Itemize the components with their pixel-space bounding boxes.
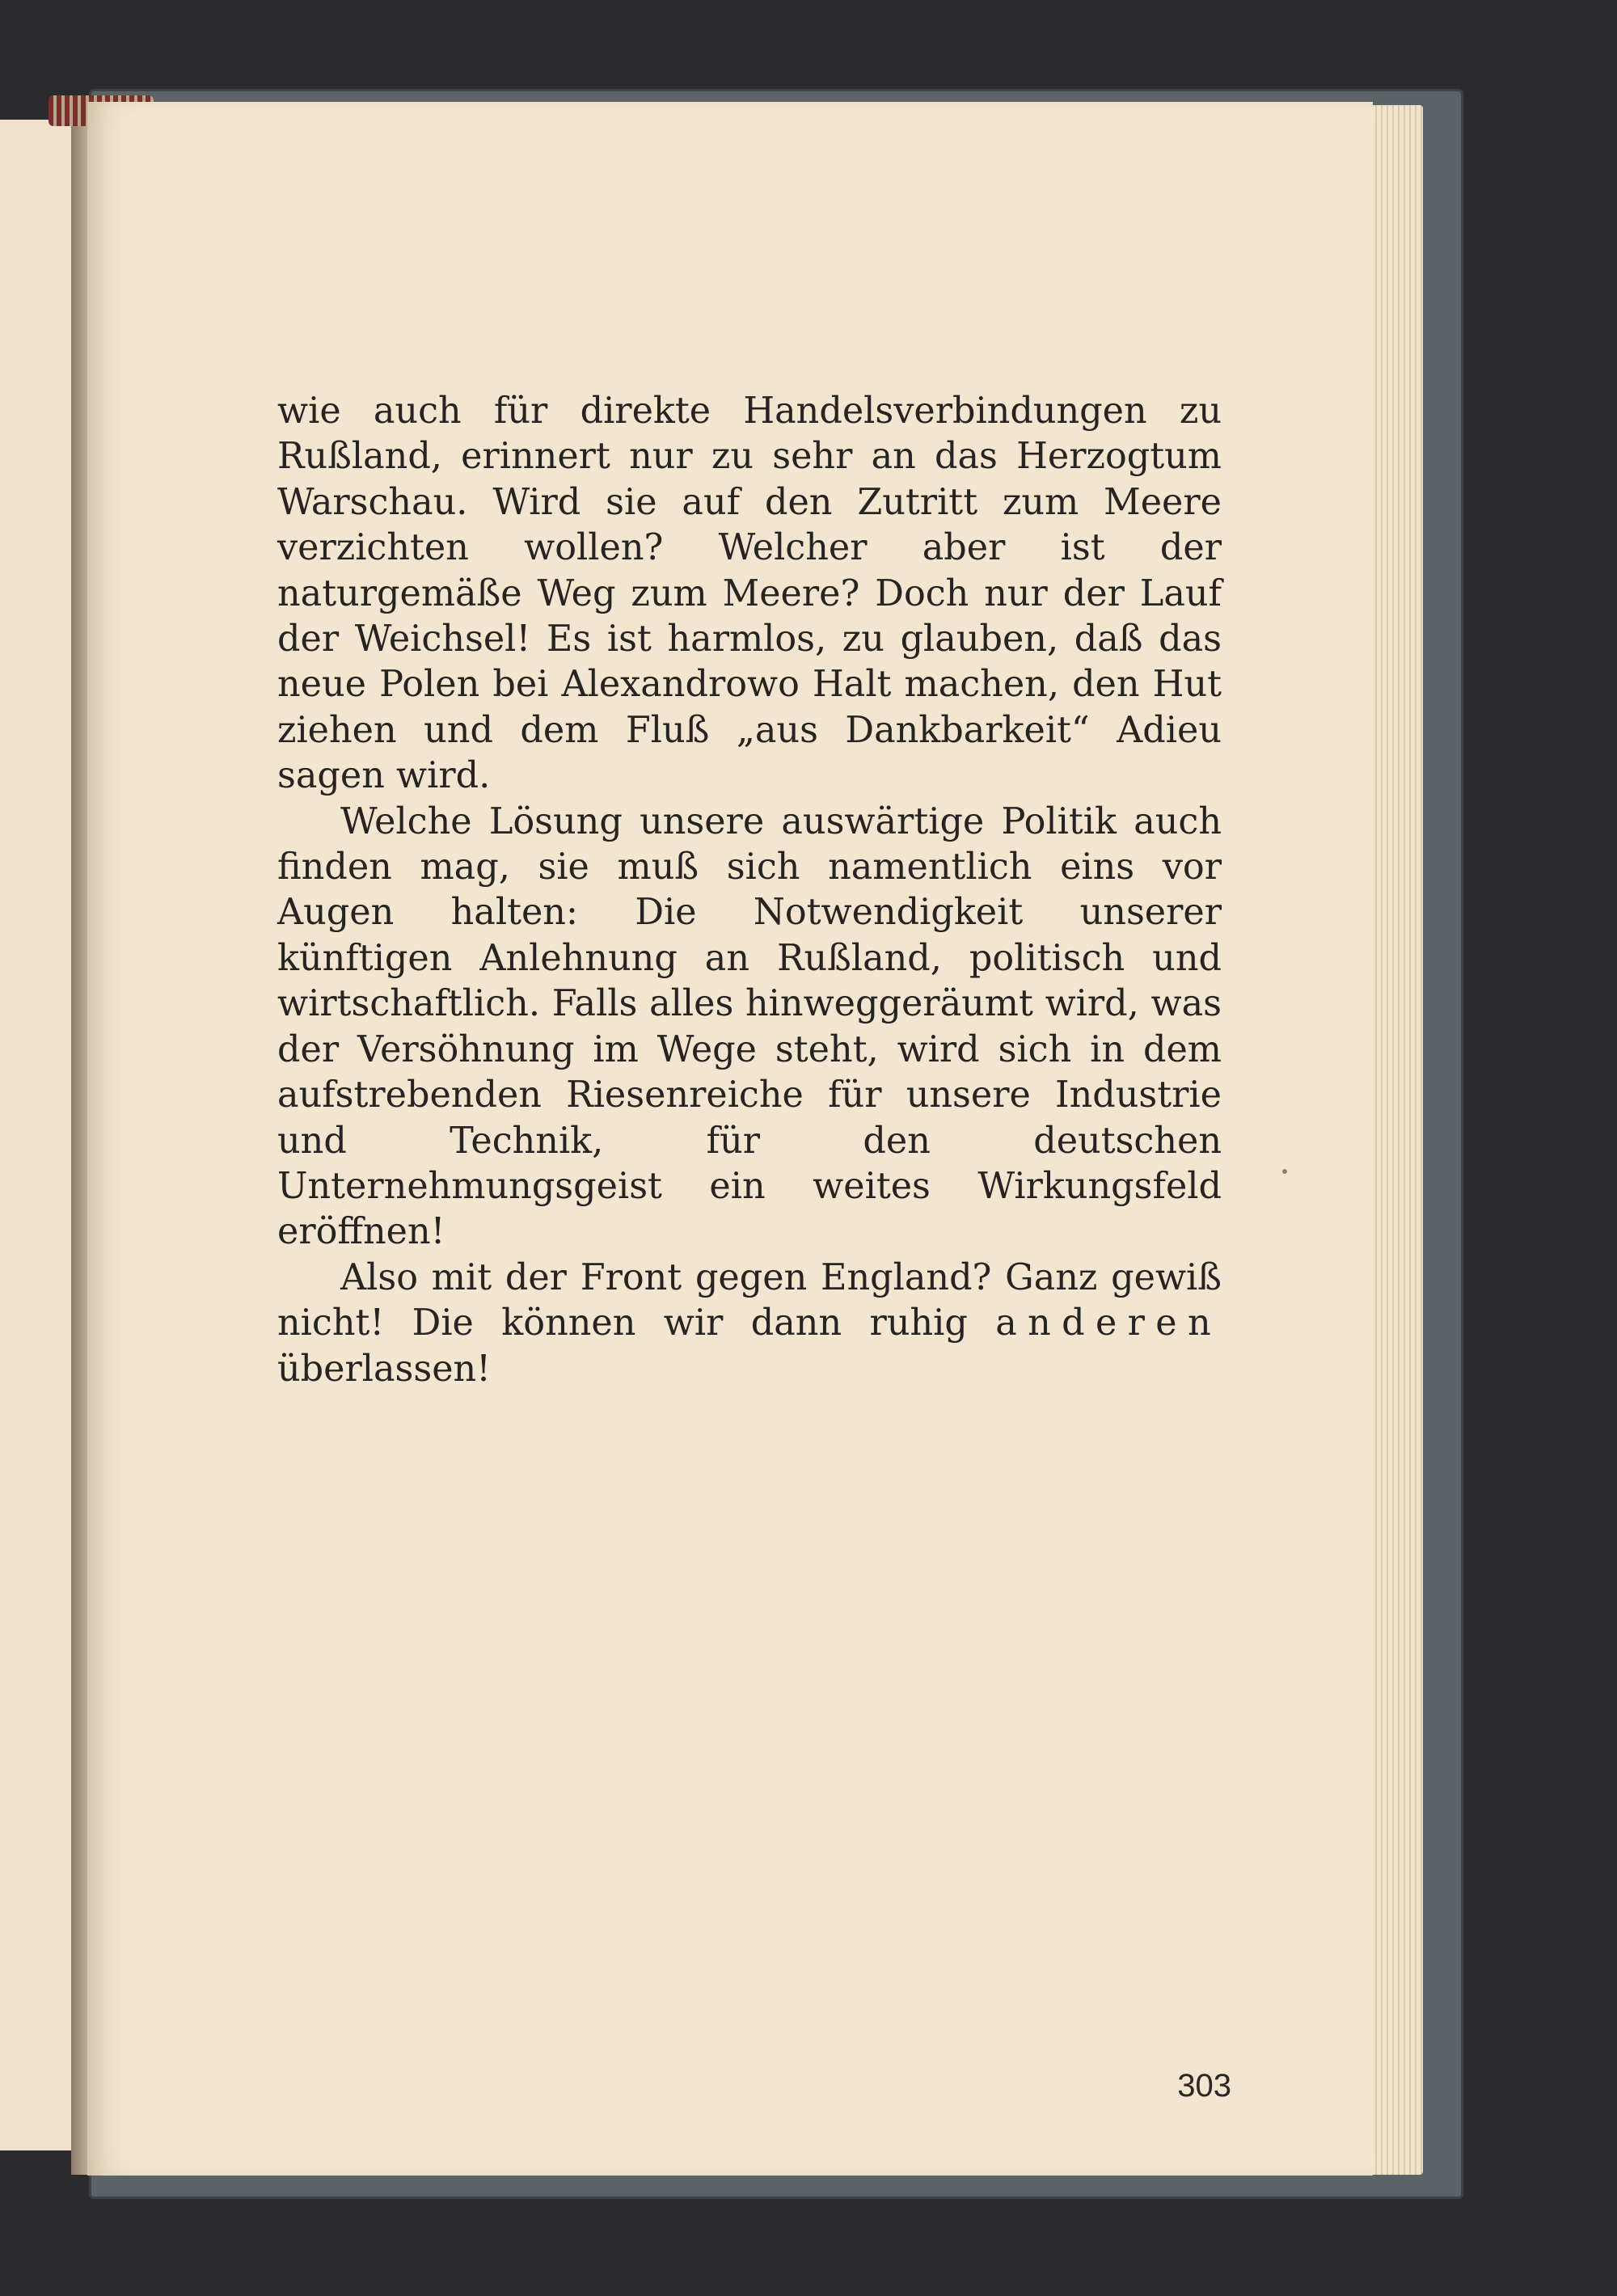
paragraph-2 — [277, 800, 1222, 1256]
left-page-edge — [0, 120, 74, 2150]
paragraph-2-text: Welche Lösung unsere auswärtige Politik auch finden mag, sie muß sich namentlich eins vor Augen halten: Die Notwendigkeit unserer künftigen Anlehnung an Rußland, politisch und wirtschaftlich. Falls alles hinweggeräumt wird, was der Versöhnung im Wege steht, wird sich in dem aufstrebenden Riesenreiche für unsere Industrie und Technik, für den deutschen Unternehmungsgeist ein weites Wirkungsfeld eröffnen! — [277, 800, 1222, 1253]
paper-speck — [1282, 1169, 1287, 1174]
paragraph-1 — [277, 389, 1222, 800]
body-text — [277, 389, 1222, 1392]
paragraph-3-text-end: überlassen! — [277, 1348, 492, 1390]
paragraph-3 — [277, 1256, 1222, 1392]
page-number: 303 — [1177, 2068, 1231, 2104]
paragraph-3-text-start: Also mit der Front gegen England? Ganz gewiß nicht! Die können wir dann ruhig — [277, 1256, 1222, 1344]
paragraph-3-emphasis: anderen — [995, 1302, 1222, 1344]
paragraph-1-text: wie auch für direkte Handelsverbindungen zu Rußland, erinnert nur zu sehr an das Herzogtum Warschau. Wird sie auf den Zutritt zum Meere verzichten wollen? Welcher aber ist der naturgemäße Weg zum Meere? Doch nur der Lauf der Weichsel! Es ist harmlos, zu glauben, daß das neue Polen bei Alexandrowo Halt machen, den Hut ziehen und dem Fluß „aus Dankbarkeit“ Adieu sagen wird. — [277, 390, 1222, 797]
right-page — [87, 102, 1373, 2176]
